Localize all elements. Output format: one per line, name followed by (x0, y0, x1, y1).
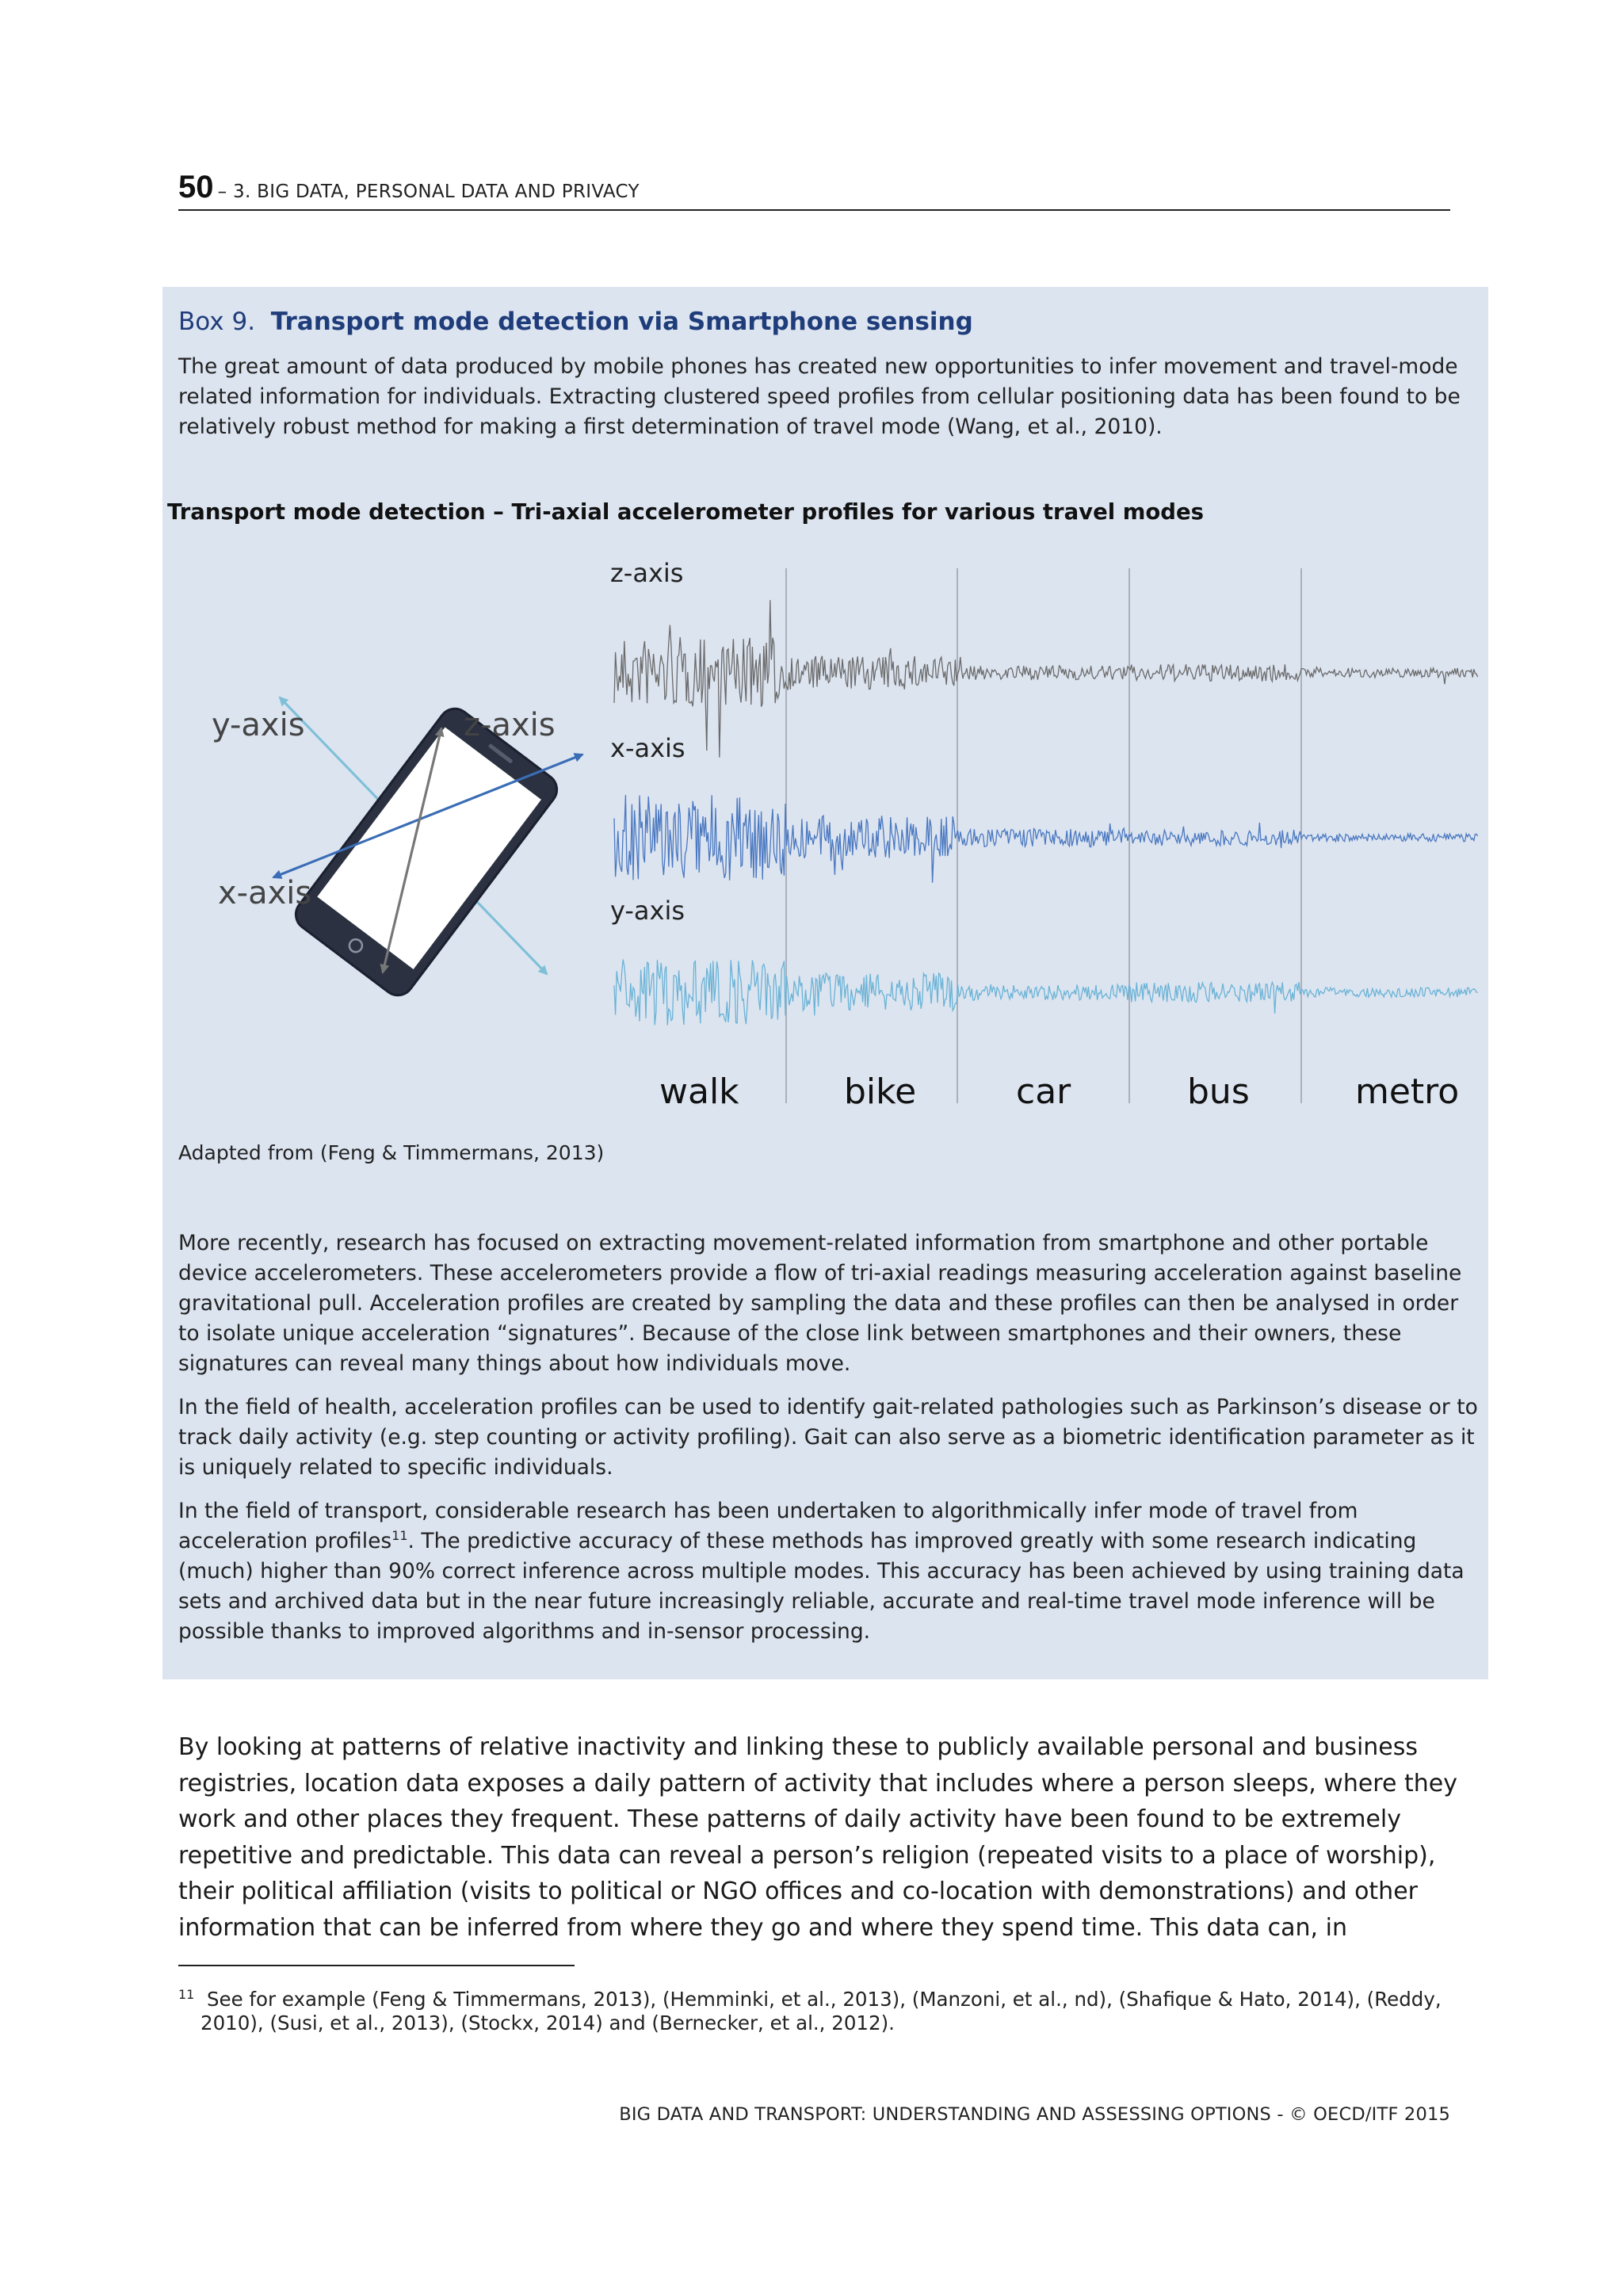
page-footer: BIG DATA AND TRANSPORT: UNDERSTANDING AND ASSESSING OPTIONS - © OECD/ITF 2015 (619, 2104, 1450, 2125)
body-paragraph: By looking at patterns of relative inactivity and linking these to publicly available personal and business registries, location data exposes a daily pattern of activity that includes where a person sleeps, where they work and other places they frequent. These patterns of daily activity have been found to be extremely repetitive and predictable. This data can reveal a person’s religion (repeated visits to a place of worship), their political affiliation (visits to political or NGO offices and co-location with demonstrations) and other information that can be inferred from where they go and where they spend time. This data can, in (178, 1733, 1457, 1942)
box-paragraph-3 (178, 1496, 1478, 1647)
footnote-ref-11[interactable]: 11 (391, 1528, 408, 1544)
trace-label-z: z-axis (610, 558, 684, 588)
mode-label-bike: bike (844, 1072, 917, 1112)
mode-label-car: car (1016, 1072, 1071, 1112)
x-axis-signal (614, 795, 1478, 883)
z-axis-signal (614, 600, 1478, 758)
figure-source: Adapted from (Feng & Timmermans, 2013) (178, 1141, 605, 1164)
box-paragraph-3-a: In the field of transport, considerable research has been undertaken to algorithmically infer mode of travel from acceleration profiles (178, 1499, 1358, 1553)
accelerometer-figure (162, 287, 1488, 1127)
mode-label-metro: metro (1355, 1072, 1460, 1112)
section-title: – 3. BIG DATA, PERSONAL DATA AND PRIVACY (217, 181, 640, 202)
box-9 (162, 287, 1488, 1679)
phone-illustration (212, 697, 582, 1002)
footnote-11 (178, 1988, 1462, 2035)
y-axis-signal (614, 960, 1478, 1026)
phone-label-z: z-axis (464, 707, 556, 743)
box-intro: The great amount of data produced by mobile phones has created new opportunities to infer movement and travel-mode related information for individuals. Extracting clustered speed profiles from cellular positioning data has been found to be relatively robust method for making a first determination of travel mode (Wang, et al., 2010). (178, 354, 1461, 439)
mode-label-walk: walk (659, 1072, 739, 1112)
box-label: Box 9. (178, 308, 256, 336)
box-paragraphs (178, 1228, 1478, 1660)
box-heading: Transport mode detection via Smartphone sensing (270, 308, 973, 336)
trace-label-y: y-axis (610, 896, 685, 926)
trace-label-x: x-axis (610, 733, 685, 763)
page-number: 50 (178, 170, 214, 204)
figure-title: Transport mode detection – Tri-axial accelerometer profiles for various travel modes (166, 499, 1204, 525)
mode-label-bus: bus (1187, 1072, 1250, 1112)
mode-separators (786, 568, 1301, 1103)
phone-label-y: y-axis (212, 707, 305, 743)
running-header (178, 170, 1450, 211)
footnote-text: See for example (Feng & Timmermans, 2013), (Hemminki, et al., 2013), (Manzoni, et al., nd), (Shafique & Hato, 2014), (Reddy, 2010), (Susi, et al., 2013), (Stockx, 2014) and (Bernecker, et al., 2012). (200, 1988, 1442, 2034)
box-paragraph-1: More recently, research has focused on extracting movement-related information from smartphone and other portable device accelerometers. These accelerometers provide a flow of tri-axial readings measuring acceleration against baseline gravitational pull. Acceleration profiles are created by sampling the data and these profiles can then be analysed in order to isolate unique acceleration “signatures”. Because of the close link between smartphones and their owners, these signatures can reveal many things about how individuals move. (178, 1231, 1462, 1376)
box-paragraph-2: In the field of health, acceleration profiles can be used to identify gait-related pathologies such as Parkinson’s disease or to track daily activity (e.g. step counting or activity profiling). Gait can also serve as a biometric identification parameter as it is uniquely related to specific individuals. (178, 1395, 1478, 1480)
footnote-number: 11 (178, 1986, 195, 2002)
box-paragraph-3-b: . The predictive accuracy of these methods has improved greatly with some research indicating (much) higher than 90% correct inference across multiple modes. This accuracy has been achieved by using training data sets and archived data but in the near future increasingly reliable, accurate and real-time travel mode inference will be possible thanks to improved algorithms and in-sensor processing. (178, 1529, 1465, 1644)
phone-label-x: x-axis (218, 875, 312, 911)
footnote-rule (178, 1965, 575, 1966)
